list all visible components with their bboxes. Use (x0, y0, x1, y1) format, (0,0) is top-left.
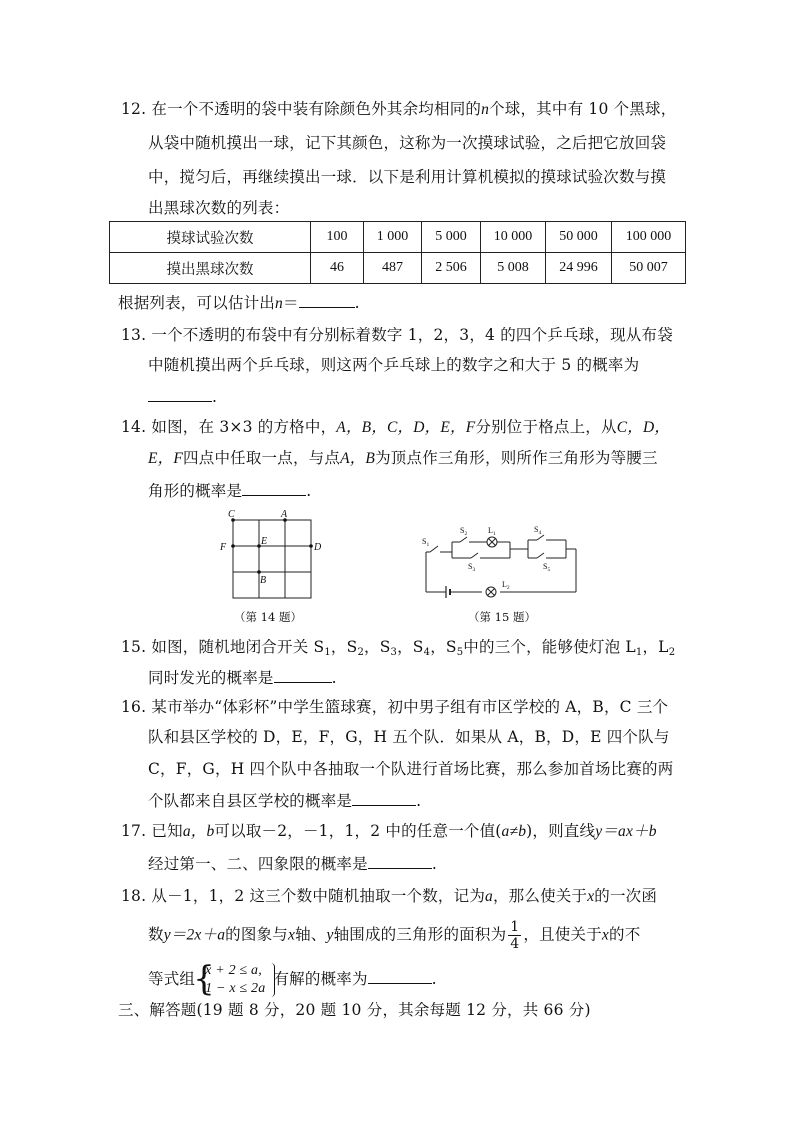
q15-line1: 15. 如图，随机地闭合开关 $S_1$，$S_2$，$S_3$，$S_4$，$S_5$中的三个，能够使灯泡 $L_1$，$L_2$ (121, 638, 676, 658)
label-S2: $S_2$ (460, 526, 468, 537)
q14-line1: 14. 如图，在 3×3 的方格中，A，B，C，D，E，F分别位于格点上，从C，D， (121, 418, 671, 436)
q14-line3: 角形的概率是 . (148, 479, 311, 502)
q16-line1: 16. 某市举办“体彩杯”中学生篮球赛，初中男子组有市区学校的 A，B，C 三个 (121, 698, 669, 716)
q13-line3: . (148, 385, 217, 408)
table-cell: 46 (311, 253, 364, 284)
q16-line4: 个队都来自县区学校的概率是 . (148, 789, 421, 812)
answer-blank[interactable] (148, 385, 212, 402)
table-cell: 50 007 (612, 253, 686, 284)
label-A: A (281, 509, 288, 520)
point-F (231, 544, 235, 548)
table-cell: 24 996 (546, 253, 612, 284)
fig14-caption: （第 14 题） (234, 610, 302, 624)
q16-line2: 队和县区学校的 D，E，F，G，H 五个队．如果从 A，B，D，E 四个队与 (148, 728, 670, 746)
q13-line2: 中随机摸出两个乒乓球，则这两个乒乓球上的数字之和大于 5 的概率为 (148, 356, 640, 374)
table-cell: 100 (311, 222, 364, 253)
q13-line1: 13. 一个不透明的布袋中有分别标着数字 1，2，3，4 的四个乒乓球，现从布袋 (121, 326, 673, 344)
label-E: E (261, 536, 268, 547)
answer-blank[interactable] (368, 852, 432, 869)
q12-line4: 出黑球次数的列表： (148, 199, 290, 217)
table-header-trials: 摸球试验次数 (110, 222, 311, 253)
answer-blank[interactable] (352, 789, 416, 806)
table-cell: 5 000 (422, 222, 481, 253)
q18-line2: 数y＝2x＋a的图象与x轴、y轴围成的三角形的面积为 $\frac{1}{4}$ ，且使关于x的不 (148, 919, 641, 952)
table-header-black: 摸出黑球次数 (110, 253, 311, 284)
table-row (110, 222, 686, 253)
answer-blank[interactable] (368, 967, 432, 984)
q14-line2: E，F四点中任取一点，与点A，B为顶点作三角形，则所作三角形为等腰三 (148, 449, 658, 467)
answer-blank[interactable] (274, 666, 332, 683)
label-D: D (314, 542, 322, 553)
table-cell: 2 506 (422, 253, 481, 284)
label-S3: $S_3$ (468, 562, 476, 573)
answer-blank[interactable] (299, 291, 355, 308)
fig14-grid-diagram (212, 506, 332, 601)
point-D (309, 544, 313, 548)
table-cell: 50 000 (546, 222, 612, 253)
fraction-one-quarter: $\frac{1}{4}$ (510, 919, 520, 952)
label-L1: $L_1$ (488, 526, 496, 537)
left-brace-icon: { (193, 959, 215, 999)
table-cell: 10 000 (481, 222, 546, 253)
inequality-system: { x + 2 ≤ a, 1 − x ≤ 2a (195, 962, 273, 998)
q12-answer-line: 根据列表，可以估计出n＝ . (118, 291, 360, 315)
right-brace-icon (271, 963, 275, 997)
q12-line1: 12. 在一个不透明的袋中装有除颜色外其余均相同的n个球，其中有 10 个黑球， (121, 100, 677, 118)
section-3-title: 三、解答题(19 题 8 分，20 题 10 分，其余每题 12 分，共 66 分) (118, 1001, 591, 1019)
q12-line2: 从袋中随机摸出一球，记下其颜色，这称为一次摸球试验，之后把它放回袋 (148, 134, 667, 152)
table-cell: 1 000 (364, 222, 422, 253)
answer-blank[interactable] (242, 479, 306, 496)
q17-line1: 17. 已知a，b可以取－2，－1，1，2 中的任意一个值(a≠b)，则直线y＝ax＋b (121, 822, 657, 840)
fig15-caption: （第 15 题） (468, 610, 536, 624)
label-S4: $S_4$ (534, 525, 542, 536)
q12-data-table (109, 221, 686, 284)
q16-line3: C，F，G，H 四个队中各抽取一个队进行首场比赛，那么参加首场比赛的两 (148, 760, 674, 778)
table-cell: 487 (364, 253, 422, 284)
label-S5: $S_5$ (543, 562, 551, 573)
fig15-circuit-diagram (416, 522, 586, 602)
table-cell: 100 000 (612, 222, 686, 253)
label-B: B (260, 575, 267, 586)
q15-line2: 同时发光的概率是 . (148, 666, 337, 689)
table-row (110, 253, 686, 284)
q12-line3: 中，搅匀后，再继续摸出一球．以下是利用计算机模拟的摸球试验次数与摸 (148, 168, 667, 186)
label-L2: $L_2$ (502, 580, 510, 591)
point-B (257, 570, 261, 574)
q17-line2: 经过第一、二、四象限的概率是 . (148, 852, 437, 875)
q18-line1: 18. 从－1，1，2 这三个数中随机抽取一个数，记为a，那么使关于x的一次函 (121, 887, 658, 905)
q18-line3: 等式组 { x + 2 ≤ a, 1 − x ≤ 2a 有解的概率为 . (148, 959, 437, 999)
table-cell: 5 008 (481, 253, 546, 284)
label-F: F (220, 542, 227, 553)
label-S1: $S_1$ (422, 537, 430, 548)
label-C: C (228, 509, 235, 520)
